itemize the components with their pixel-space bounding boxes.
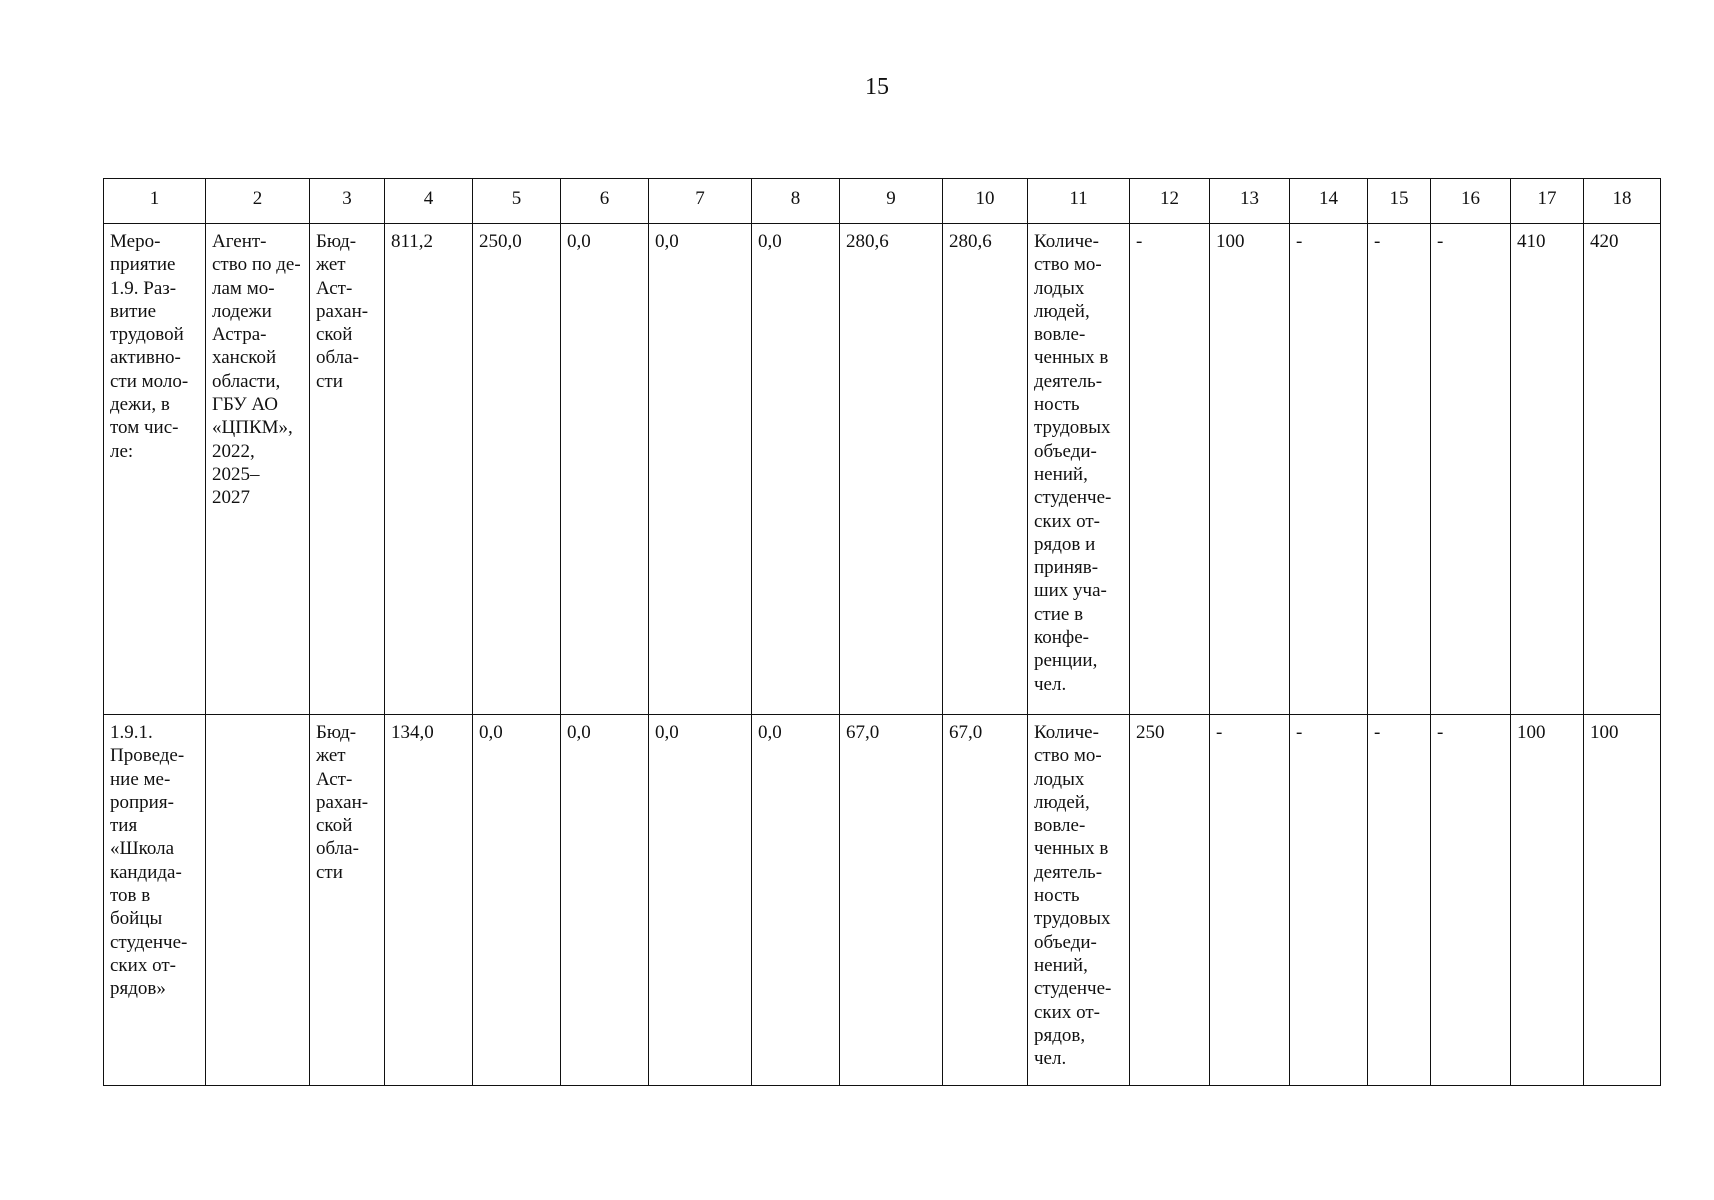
cell-text-line: ских от-: [110, 954, 176, 976]
column-header-16: 16: [1431, 179, 1511, 224]
column-header-3: 3: [310, 179, 385, 224]
cell-text-line: людей,: [1034, 791, 1090, 813]
executor-cell: [206, 224, 310, 715]
cell-text-line: чел.: [1034, 1048, 1067, 1070]
cell-text-line: Количе-: [1034, 231, 1099, 252]
indicator-cell: [1028, 224, 1130, 715]
cell-text-line: рядов»: [110, 978, 166, 1000]
column-header-13: 13: [1210, 179, 1290, 224]
cell-text-line: Проведе-: [110, 745, 185, 767]
value-cell-col6: 0,0: [561, 715, 649, 1086]
cell-text-line: студенче-: [1034, 487, 1112, 509]
cell-text-line: ренции,: [1034, 650, 1098, 672]
value-cell-col8: 0,0: [752, 224, 840, 715]
value-cell-col15: -: [1368, 224, 1431, 715]
cell-text-line: жет: [316, 254, 346, 276]
table-row-activity-1-9-1: [104, 715, 1661, 1086]
budget-table: [103, 178, 1661, 1086]
value-cell-col12: 250: [1130, 715, 1210, 1086]
column-header-1: 1: [104, 179, 206, 224]
cell-text-line: студенче-: [1034, 978, 1112, 1000]
cell-text-line: ство мо-: [1034, 745, 1102, 767]
value-cell-col12: -: [1130, 224, 1210, 715]
cell-text-line: 2022,: [212, 440, 255, 462]
cell-text-line: Аст-: [316, 277, 353, 299]
cell-text-line: 2027: [212, 487, 250, 509]
value-cell-col7: 0,0: [649, 715, 752, 1086]
cell-text-line: Астра-: [212, 324, 267, 346]
cell-text-line: ГБУ АО: [212, 394, 278, 416]
cell-text-line: обла-: [316, 347, 359, 369]
cell-text-line: приняв-: [1034, 557, 1099, 579]
executor-cell: [206, 715, 310, 1086]
value-cell-col7: 0,0: [649, 224, 752, 715]
funding-source-cell: [310, 715, 385, 1086]
value-cell-col6: 0,0: [561, 224, 649, 715]
cell-text-line: ской: [316, 815, 353, 837]
column-header-8: 8: [752, 179, 840, 224]
cell-text-line: лодежи: [212, 300, 272, 322]
cell-text-line: рядов,: [1034, 1024, 1086, 1046]
value-cell-col4: 811,2: [385, 224, 473, 715]
cell-text-line: лам мо-: [212, 277, 275, 299]
cell-text-line: тия: [110, 815, 138, 837]
column-header-9: 9: [840, 179, 943, 224]
cell-text-line: рахан-: [316, 300, 369, 322]
value-cell-col18: 420: [1584, 224, 1661, 715]
cell-text-line: ченных в: [1034, 347, 1109, 369]
cell-text-line: рахан-: [316, 791, 369, 813]
cell-text-line: области,: [212, 370, 281, 392]
value-cell-col4: 134,0: [385, 715, 473, 1086]
cell-text-line: чел.: [1034, 673, 1067, 695]
column-header-12: 12: [1130, 179, 1210, 224]
cell-text-line: сти: [316, 370, 343, 392]
cell-text-line: лодых: [1034, 768, 1085, 790]
cell-text-line: деятель-: [1034, 370, 1103, 392]
cell-text-line: роприя-: [110, 791, 174, 813]
activity-name-cell: [104, 715, 206, 1086]
page-number: 15: [865, 74, 889, 100]
column-header-4: 4: [385, 179, 473, 224]
cell-text-line: объеди-: [1034, 440, 1097, 462]
cell-text-line: том чис-: [110, 417, 179, 439]
cell-text-line: нений,: [1034, 463, 1088, 485]
column-header-11: 11: [1028, 179, 1130, 224]
cell-text-line: трудовых: [1034, 417, 1111, 439]
cell-text-line: студенче-: [110, 931, 188, 953]
column-header-10: 10: [943, 179, 1028, 224]
column-header-5: 5: [473, 179, 561, 224]
value-cell-col14: -: [1290, 224, 1368, 715]
cell-text-line: тов в: [110, 885, 151, 907]
column-header-14: 14: [1290, 179, 1368, 224]
cell-text-line: конфе-: [1034, 627, 1090, 649]
value-cell-col16: -: [1431, 715, 1511, 1086]
cell-text-line: Бюд-: [316, 722, 357, 743]
value-cell-col9: 280,6: [840, 224, 943, 715]
cell-text-line: дежи, в: [110, 394, 170, 416]
cell-text-line: ханской: [212, 347, 277, 369]
column-header-15: 15: [1368, 179, 1431, 224]
cell-text-line: ле:: [110, 440, 134, 462]
cell-text-line: Бюд-: [316, 231, 357, 252]
cell-text-line: Аст-: [316, 768, 353, 790]
cell-text-line: вовле-: [1034, 324, 1086, 346]
cell-text-line: активно-: [110, 347, 181, 369]
cell-text-line: Меро-: [110, 231, 161, 252]
cell-text-line: 1.9.1.: [110, 722, 153, 743]
cell-text-line: сти: [316, 861, 343, 883]
cell-text-line: ство по де-: [212, 254, 301, 276]
cell-text-line: «Школа: [110, 838, 175, 860]
value-cell-col16: -: [1431, 224, 1511, 715]
column-header-6: 6: [561, 179, 649, 224]
cell-text-line: обла-: [316, 838, 359, 860]
column-header-18: 18: [1584, 179, 1661, 224]
cell-text-line: 2025–: [212, 463, 260, 485]
value-cell-col8: 0,0: [752, 715, 840, 1086]
value-cell-col17: 410: [1511, 224, 1584, 715]
column-header-7: 7: [649, 179, 752, 224]
cell-text-line: приятие: [110, 254, 176, 276]
cell-text-line: объеди-: [1034, 931, 1097, 953]
value-cell-col10: 67,0: [943, 715, 1028, 1086]
cell-text-line: деятель-: [1034, 861, 1103, 883]
value-cell-col13: -: [1210, 715, 1290, 1086]
cell-text-line: ских от-: [1034, 1001, 1100, 1023]
cell-text-line: жет: [316, 745, 346, 767]
cell-text-line: витие: [110, 300, 157, 322]
cell-text-line: людей,: [1034, 300, 1090, 322]
cell-text-line: рядов и: [1034, 533, 1096, 555]
column-header-2: 2: [206, 179, 310, 224]
cell-text-line: ние ме-: [110, 768, 171, 790]
indicator-cell: [1028, 715, 1130, 1086]
cell-text-line: ность: [1034, 885, 1080, 907]
cell-text-line: трудовой: [110, 324, 184, 346]
value-cell-col17: 100: [1511, 715, 1584, 1086]
funding-source-cell: [310, 224, 385, 715]
value-cell-col5: 250,0: [473, 224, 561, 715]
cell-text-line: Количе-: [1034, 722, 1099, 743]
cell-text-line: 1.9. Раз-: [110, 277, 177, 299]
cell-text-line: бойцы: [110, 908, 163, 930]
cell-text-line: ность: [1034, 394, 1080, 416]
cell-text-line: ченных в: [1034, 838, 1109, 860]
cell-text-line: ство мо-: [1034, 254, 1102, 276]
column-header-17: 17: [1511, 179, 1584, 224]
cell-text-line: стие в: [1034, 603, 1084, 625]
value-cell-col5: 0,0: [473, 715, 561, 1086]
activity-name-cell: [104, 224, 206, 715]
value-cell-col9: 67,0: [840, 715, 943, 1086]
header-row: [104, 179, 1661, 224]
cell-text-line: трудовых: [1034, 908, 1111, 930]
table-row-activity-1-9: [104, 224, 1661, 715]
value-cell-col10: 280,6: [943, 224, 1028, 715]
cell-text-line: ших уча-: [1034, 580, 1107, 602]
value-cell-col18: 100: [1584, 715, 1661, 1086]
cell-text-line: ских от-: [1034, 510, 1100, 532]
cell-text-line: Агент-: [212, 231, 267, 252]
cell-text-line: «ЦПКМ»,: [212, 417, 293, 439]
cell-text-line: сти моло-: [110, 370, 189, 392]
cell-text-line: лодых: [1034, 277, 1085, 299]
value-cell-col14: -: [1290, 715, 1368, 1086]
cell-text-line: ской: [316, 324, 353, 346]
value-cell-col13: 100: [1210, 224, 1290, 715]
cell-text-line: вовле-: [1034, 815, 1086, 837]
cell-text-line: нений,: [1034, 954, 1088, 976]
value-cell-col15: -: [1368, 715, 1431, 1086]
cell-text-line: кандида-: [110, 861, 182, 883]
